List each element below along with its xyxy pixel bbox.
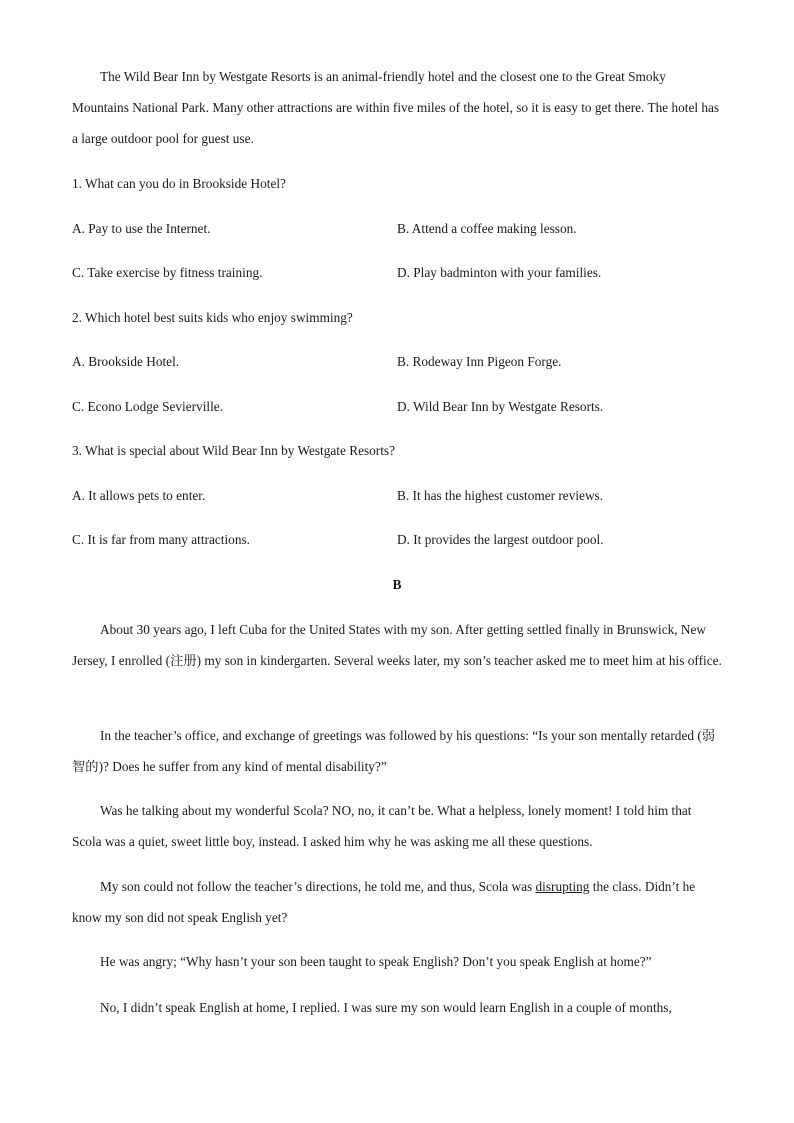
question-3-stem: 3. What is special about Wild Bear Inn by Westgate Resorts?	[72, 443, 395, 458]
section-b-paragraph-4	[72, 871, 724, 933]
question-2-option-d: D. Wild Bear Inn by Westgate Resorts.	[397, 399, 604, 414]
question-3-option-c: C. It is far from many attractions.	[72, 532, 250, 547]
question-1-option-d: D. Play badminton with your families.	[397, 265, 602, 280]
paragraph-4-text-after: the class. Didn’t he know my son did not speak English yet?	[72, 879, 696, 925]
section-b-paragraph-1: About 30 years ago, I left Cuba for the United States with my son. After getting settled finally in Brunswick, New Jersey, I enrolled (注册) my son in kindergarten. Several weeks later, my son’s teacher asked me to meet him at his office.	[72, 622, 722, 668]
question-3-option-a: A. It allows pets to enter.	[72, 488, 206, 503]
underlined-word-disrupting: disrupting	[535, 879, 590, 894]
question-1-option-a: A. Pay to use the Internet.	[72, 221, 211, 236]
passage-a-paragraph: The Wild Bear Inn by Westgate Resorts is an animal-friendly hotel and the closest one to the Great Smoky Mountains National Park. Many other attractions are within five miles of the hotel, so it is easy to get there. The hotel has a large outdoor pool for guest use.	[72, 69, 720, 146]
section-b-paragraph-2: In the teacher’s office, and exchange of greetings was followed by his questions: “Is your son mentally retarded (弱智的)? Does he suffer from any kind of mental disability?”	[72, 728, 716, 774]
question-2-option-a: A. Brookside Hotel.	[72, 354, 180, 369]
question-1-stem: 1. What can you do in Brookside Hotel?	[72, 176, 286, 191]
question-2-option-b: B. Rodeway Inn Pigeon Forge.	[397, 354, 562, 369]
question-2-option-c: C. Econo Lodge Sevierville.	[72, 399, 224, 414]
section-b-heading: B	[392, 577, 402, 592]
section-b-paragraph-6: No, I didn’t speak English at home, I replied. I was sure my son would learn English in a couple of months,	[100, 1000, 672, 1015]
section-b-paragraph-5: He was angry; “Why hasn’t your son been taught to speak English? Don’t you speak English at home?”	[100, 954, 652, 969]
paragraph-4-text-before: My son could not follow the teacher’s directions, he told me, and thus, Scola was	[100, 879, 536, 894]
question-2-stem: 2. Which hotel best suits kids who enjoy swimming?	[72, 310, 353, 325]
section-b-paragraph-3: Was he talking about my wonderful Scola? NO, no, it can’t be. What a helpless, lonely moment! I told him that Scola was a quiet, sweet little boy, instead. I asked him why he was asking me all these questions.	[72, 803, 692, 849]
question-3-option-d: D. It provides the largest outdoor pool.	[397, 532, 604, 547]
question-3-option-b: B. It has the highest customer reviews.	[397, 488, 604, 503]
question-1-option-c: C. Take exercise by fitness training.	[72, 265, 263, 280]
question-1-option-b: B. Attend a coffee making lesson.	[397, 221, 577, 236]
